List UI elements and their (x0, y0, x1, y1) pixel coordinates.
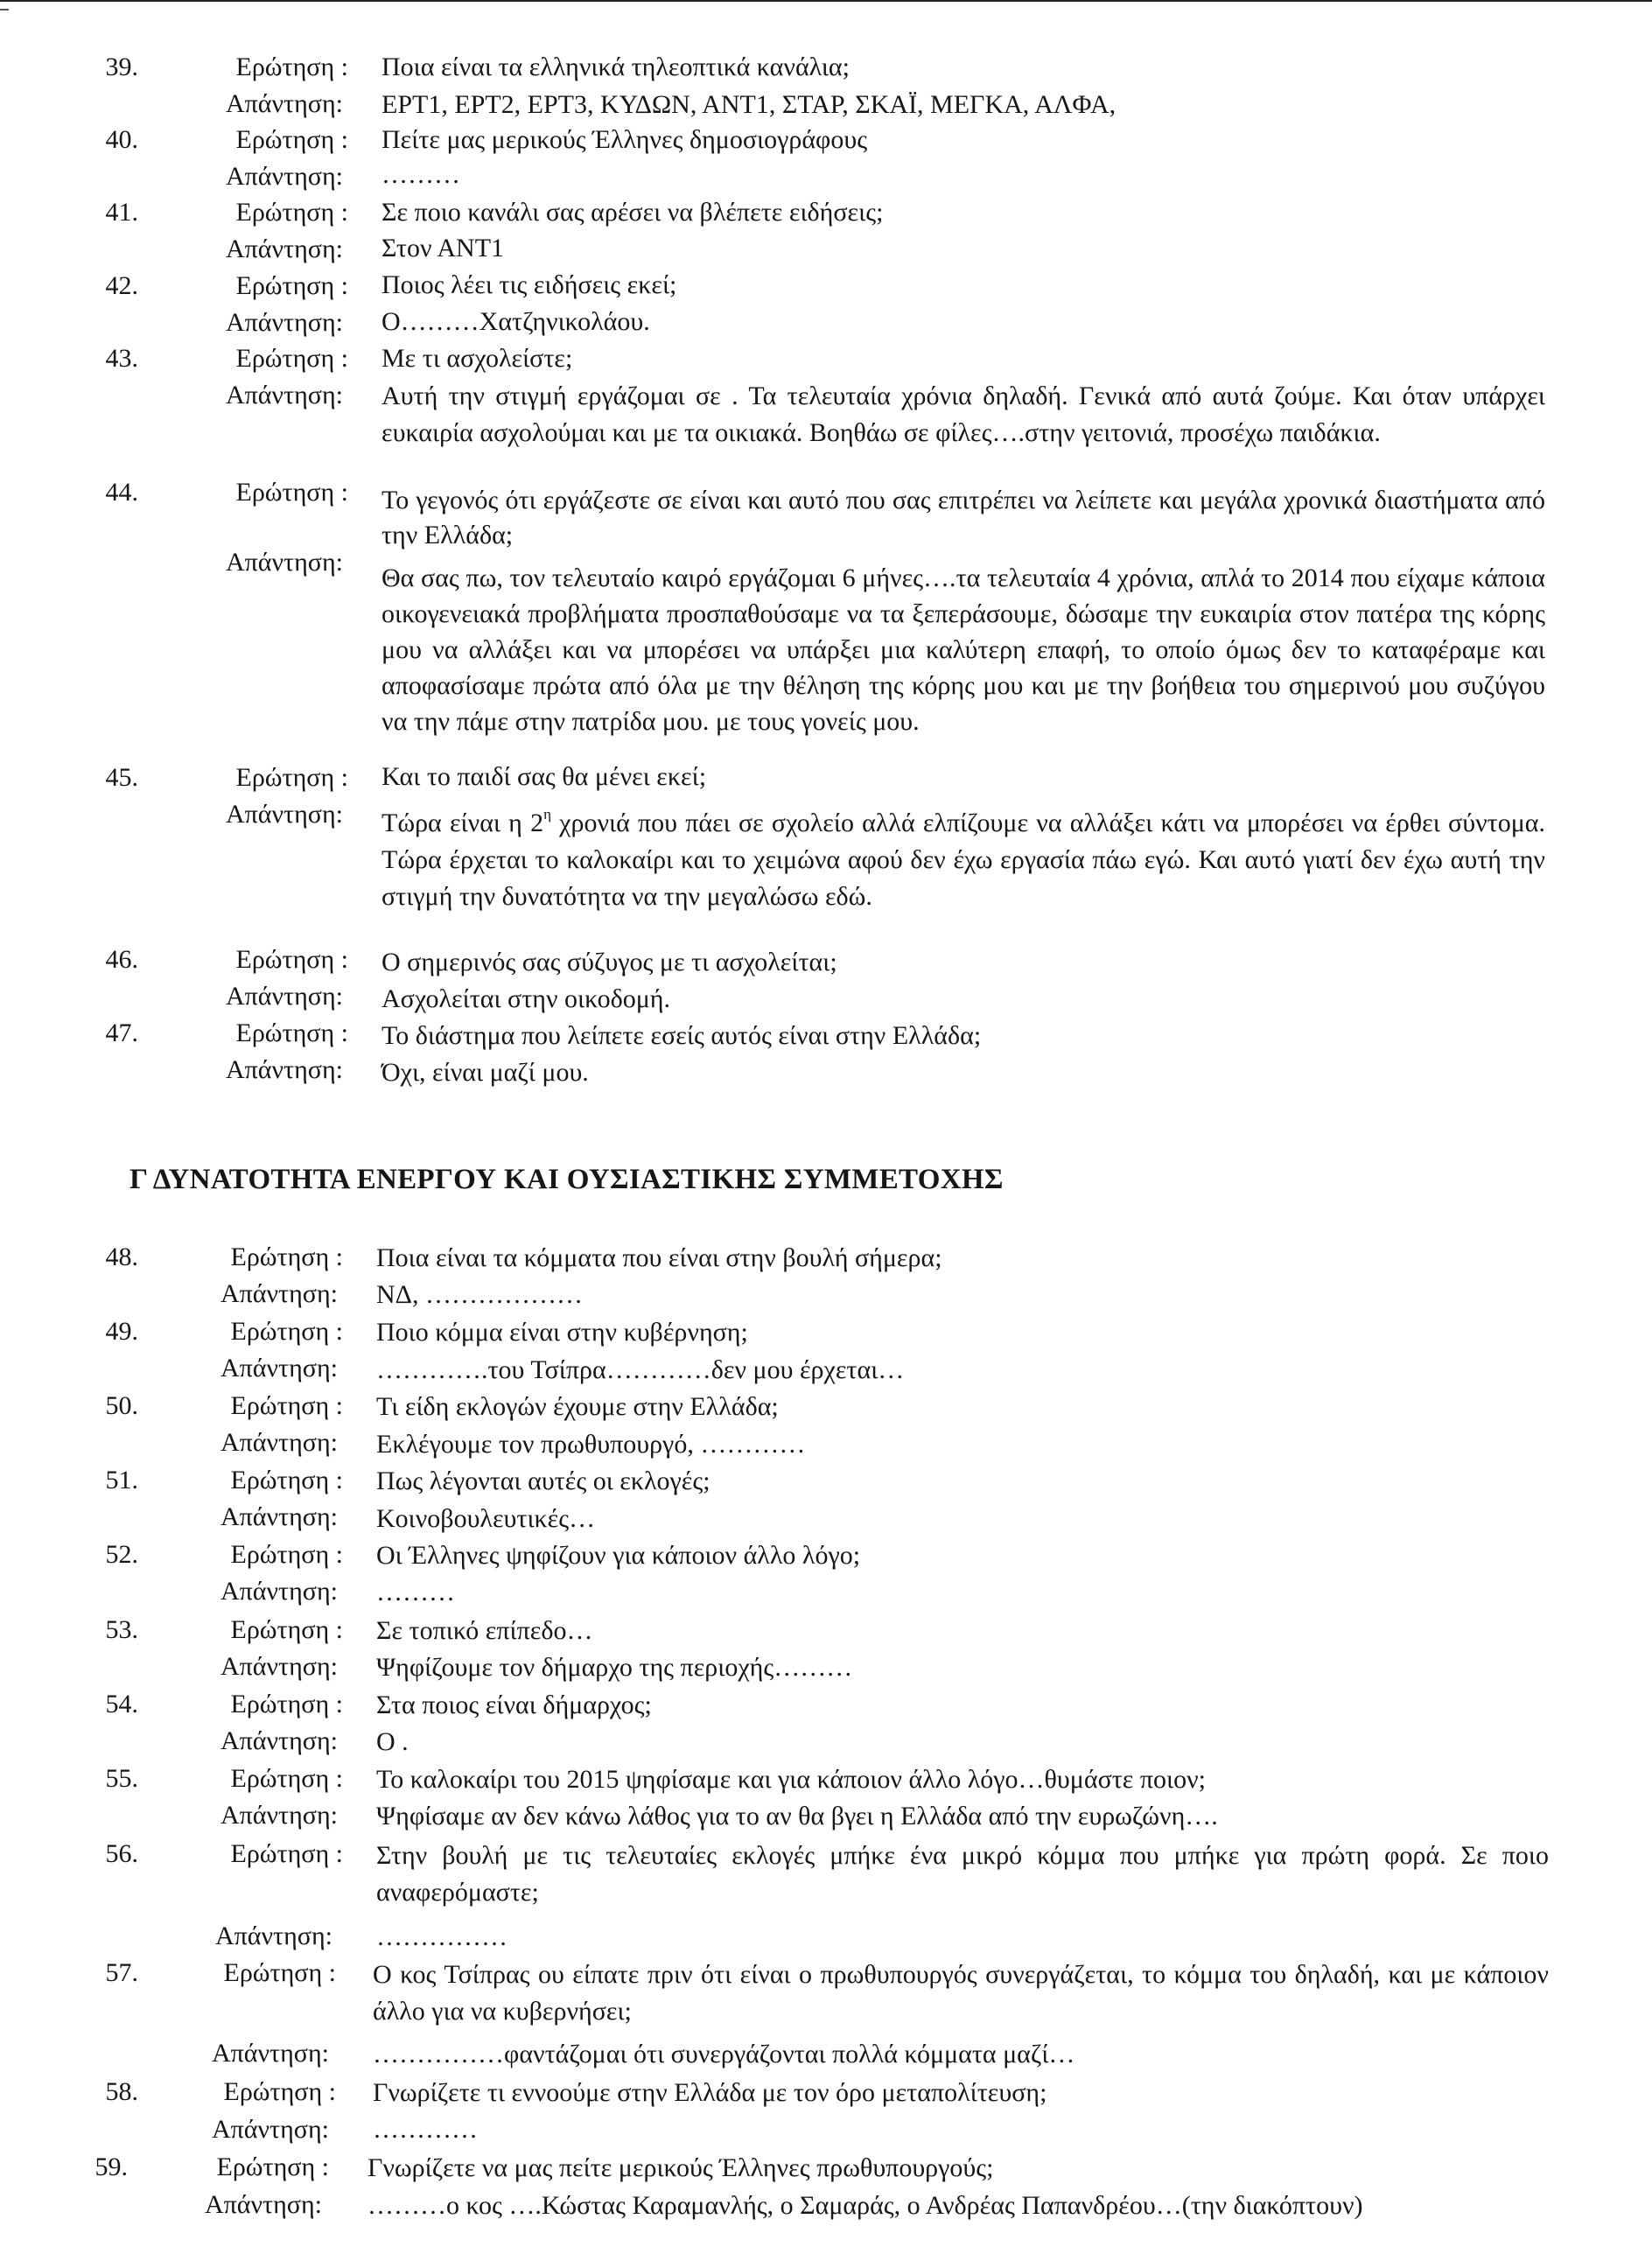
answer-label: Απάντηση: (220, 1279, 338, 1308)
question-number: 47. (105, 1018, 138, 1047)
question-label: Ερώτηση : (235, 271, 348, 300)
question-number: 39. (105, 52, 138, 81)
question-text: Με τι ασχολείστε; (382, 344, 573, 373)
section-heading: Γ ΔΥΝΑΤΟΤΗΤΑ ΕΝΕΡΓΟΥ ΚΑΙ ΟΥΣΙΑΣΤΙΚΗΣ ΣΥΜΜΕΤΟΧΗΣ (130, 1164, 1004, 1195)
answer-text: Αυτή την στιγμή εργάζομαι σε . Τα τελευταία χρόνια δηλαδή. Γενικά από αυτά ζούμε. Και όταν υπάρχει ευκαιρία ασχολούμαι και με τα οικιακά. Βοηθάω σε φίλες….στην γειτονιά, προσέχω παιδάκια. (382, 382, 1545, 447)
answer-label: Απάντηση: (225, 1055, 343, 1084)
question-number: 51. (105, 1466, 138, 1494)
answer-text (382, 805, 1545, 915)
question-text: Και το παιδί σας θα μένει εκεί; (382, 762, 707, 791)
answer-text: ………ο κος ….Κώστας Καραμανλής, ο Σαμαράς, ο Ανδρέας Παπανδρέου…(την διακόπτουν) (368, 2191, 1363, 2220)
answer-text: Στον ΑΝΤ1 (382, 234, 505, 262)
answer-text: ΕΡΤ1, ΕΡΤ2, ΕΡΤ3, ΚΥΔΩΝ, ΑΝΤ1, ΣΤΑΡ, ΣΚΑΪ, ΜΕΓΚΑ, ΑΛΦΑ, (382, 90, 1116, 119)
question-number: 46. (105, 945, 138, 974)
answer-label: Απάντηση: (211, 2115, 329, 2144)
answer-label: Απάντηση: (225, 800, 343, 829)
question-number: 48. (105, 1242, 138, 1271)
question-number: 55. (105, 1764, 138, 1793)
question-number: 42. (105, 271, 138, 300)
question-label: Ερώτηση : (235, 763, 348, 792)
question-text: Γνωρίζετε τι εννοούμε στην Ελλάδα με τον όρο μεταπολίτευση; (373, 2078, 1047, 2107)
question-label: Ερώτηση : (235, 125, 348, 154)
answer-label: Απάντηση: (220, 1354, 338, 1382)
question-text: Τι είδη εκλογών έχουμε στην Ελλάδα; (376, 1392, 779, 1421)
question-label: Ερώτηση : (230, 1466, 343, 1494)
answer-text: Ο………Χατζηνικολάου. (382, 307, 650, 336)
question-text: Το καλοκαίρι του 2015 ψηφίσαμε και για κάποιον άλλο λόγο…θυμάστε ποιον; (376, 1765, 1207, 1794)
answer-text: ………….του Τσίπρα…………δεν μου έρχεται… (376, 1355, 905, 1384)
question-text: Σε ποιο κανάλι σας αρέσει να βλέπετε ειδήσεις; (382, 198, 884, 227)
question-label: Ερώτηση : (230, 1839, 343, 1868)
question-text: Ποιο κόμμα είναι στην κυβέρνηση; (376, 1318, 748, 1347)
question-number: 50. (105, 1391, 138, 1420)
question-number: 52. (105, 1540, 138, 1569)
scan-margin-mark (0, 9, 9, 10)
question-label: Ερώτηση : (223, 2077, 336, 2106)
question-number: 40. (105, 125, 138, 154)
question-label: Ερώτηση : (235, 478, 348, 507)
answer-text: ………… (373, 2115, 478, 2144)
question-label: Ερώτηση : (235, 945, 348, 974)
answer-text-part: Τώρα είναι η 2 (382, 808, 544, 837)
question-label: Ερώτηση : (235, 198, 348, 227)
answer-label: Απάντηση: (220, 1801, 338, 1830)
answer-label: Απάντηση: (204, 2190, 322, 2219)
question-label: Ερώτηση : (235, 52, 348, 81)
answer-label: Απάντηση: (220, 1428, 338, 1457)
answer-label: Απάντηση: (225, 89, 343, 118)
scan-top-border (0, 0, 1652, 2)
answer-text: …………… (376, 1922, 508, 1951)
answer-text: ……… (376, 1578, 455, 1606)
question-text: Ποιος λέει τις ειδήσεις εκεί; (382, 270, 677, 299)
question-label: Ερώτηση : (230, 1391, 343, 1420)
answer-text: Ψηφίζουμε τον δήμαρχο της περιοχής……… (376, 1653, 853, 1682)
answer-text: Εκλέγουμε τον πρωθυπουργό, ………… (376, 1430, 806, 1459)
answer-label: Απάντηση: (220, 1577, 338, 1606)
question-label: Ερώτηση : (223, 1958, 336, 1987)
question-text: Οι Έλληνες ψηφίζουν για κάποιον άλλο λόγο; (376, 1541, 861, 1570)
question-text: Ο κος Τσίπρας ου είπατε πριν ότι είναι ο πρωθυπουργός συνεργάζεται, το κόμμα του δηλαδή, και με κάποιον άλλο για να κυβερνήσει; (373, 1960, 1549, 2026)
question-label: Ερώτηση : (235, 344, 348, 373)
question-label: Ερώτηση : (230, 1615, 343, 1644)
question-text: Ποια είναι τα ελληνικά τηλεοπτικά κανάλια; (382, 52, 850, 81)
answer-label: Απάντηση: (225, 308, 343, 337)
answer-text: Όχι, είναι μαζί μου. (382, 1058, 589, 1087)
question-number: 53. (105, 1615, 138, 1644)
question-label: Ερώτηση : (230, 1764, 343, 1793)
question-number: 59. (94, 2152, 128, 2181)
answer-text: Κοινοβουλευτικές… (376, 1504, 596, 1533)
question-label: Ερώτηση : (230, 1690, 343, 1718)
answer-label: Απάντηση: (225, 381, 343, 410)
answer-label: Απάντηση: (220, 1652, 338, 1681)
answer-label: Απάντηση: (220, 1502, 338, 1531)
answer-text: ……… (382, 160, 460, 189)
answer-label: Απάντηση: (225, 234, 343, 263)
question-number: 45. (105, 763, 138, 792)
question-text: Το γεγονός ότι εργάζεστε σε είναι και αυτό που σας επιτρέπει να λείπετε και μεγάλα χρονικά διαστήματα από την Ελλάδα; (382, 486, 1545, 550)
question-text: Το διάστημα που λείπετε εσείς αυτός είναι στην Ελλάδα; (382, 1021, 982, 1050)
answer-label: Απάντηση: (214, 1922, 332, 1950)
ordinal-superscript: η (543, 806, 551, 822)
answer-label: Απάντηση: (211, 2039, 329, 2068)
question-text: Στην βουλή με τις τελευταίες εκλογές μπήκε ένα μικρό κόμμα που μπήκε για πρώτη φορά. Σε ποιο αναφερόμαστε; (376, 1841, 1549, 1907)
question-number: 49. (105, 1317, 138, 1346)
question-number: 43. (105, 344, 138, 373)
question-text: Ο σημερινός σας σύζυγος με τι ασχολείται; (382, 948, 837, 976)
question-text: Πως λέγονται αυτές οι εκλογές; (376, 1466, 710, 1495)
answer-label: Απάντηση: (225, 982, 343, 1011)
question-text: Ποια είναι τα κόμματα που είναι στην βουλή σήμερα; (376, 1243, 942, 1272)
question-number: 44. (105, 478, 138, 507)
answer-text: Ο . (376, 1727, 409, 1756)
question-text: Πείτε μας μερικούς Έλληνες δημοσιογράφους (382, 125, 868, 154)
answer-text: ……………φαντάζομαι ότι συνεργάζονται πολλά κόμματα μαζί… (373, 2040, 1075, 2068)
question-label: Ερώτηση : (216, 2152, 329, 2181)
answer-label: Απάντηση: (225, 548, 343, 577)
question-number: 56. (105, 1839, 138, 1868)
answer-text: ΝΔ, ……………… (376, 1280, 583, 1309)
question-label: Ερώτηση : (230, 1540, 343, 1569)
question-label: Ερώτηση : (230, 1242, 343, 1271)
question-text: Στα ποιος είναι δήμαρχος; (376, 1690, 652, 1719)
answer-label: Απάντηση: (225, 162, 343, 191)
answer-label: Απάντηση: (220, 1726, 338, 1755)
question-label: Ερώτηση : (230, 1317, 343, 1346)
question-number: 54. (105, 1690, 138, 1718)
question-text: Γνωρίζετε να μας πείτε μερικούς Έλληνες πρωθυπουργούς; (368, 2153, 994, 2182)
question-label: Ερώτηση : (235, 1018, 348, 1047)
answer-text: Ασχολείται στην οικοδομή. (382, 984, 670, 1013)
answer-text-part: χρονιά που πάει σε σχολείο αλλά ελπίζουμε να αλλάξει κάτι να μπορέσει να έρθει σύντομα. Τώρα έρχεται το καλοκαίρι και το χειμώνα αφού δεν έχω εργασία πάω εγώ. Και αυτό γιατί δεν έχω αυτή την στιγμή την δυνατότητα να την μεγαλώσω εδώ. (382, 808, 1545, 911)
question-text: Σε τοπικό επίπεδο… (376, 1616, 593, 1645)
question-number: 57. (105, 1958, 138, 1987)
answer-text: Θα σας πω, τον τελευταίο καιρό εργάζομαι 6 μήνες….τα τελευταία 4 χρόνια, απλά το 2014 που είχαμε κάποια οικογενειακά προβλήματα προσπαθούσαμε να τα ξεπεράσουμε, δώσαμε την ευκαιρία στον πατέρα της κόρης μου να αλλάξει και να μπορέσει να υπάρξει μια καλύτερη επαφή, το οποίο όμως δεν το καταφέραμε και αποφασίσαμε πρώτα από όλα με την θέληση της κόρης μου και με την βοήθεια του σημερινού μου συζύγου να την πάμε στην πατρίδα μου. με τους γονείς μου. (382, 564, 1545, 736)
question-number: 58. (105, 2077, 138, 2106)
question-number: 41. (105, 198, 138, 227)
answer-text: Ψηφίσαμε αν δεν κάνω λάθος για το αν θα βγει η Ελλάδα από την ευρωζώνη…. (376, 1802, 1218, 1830)
